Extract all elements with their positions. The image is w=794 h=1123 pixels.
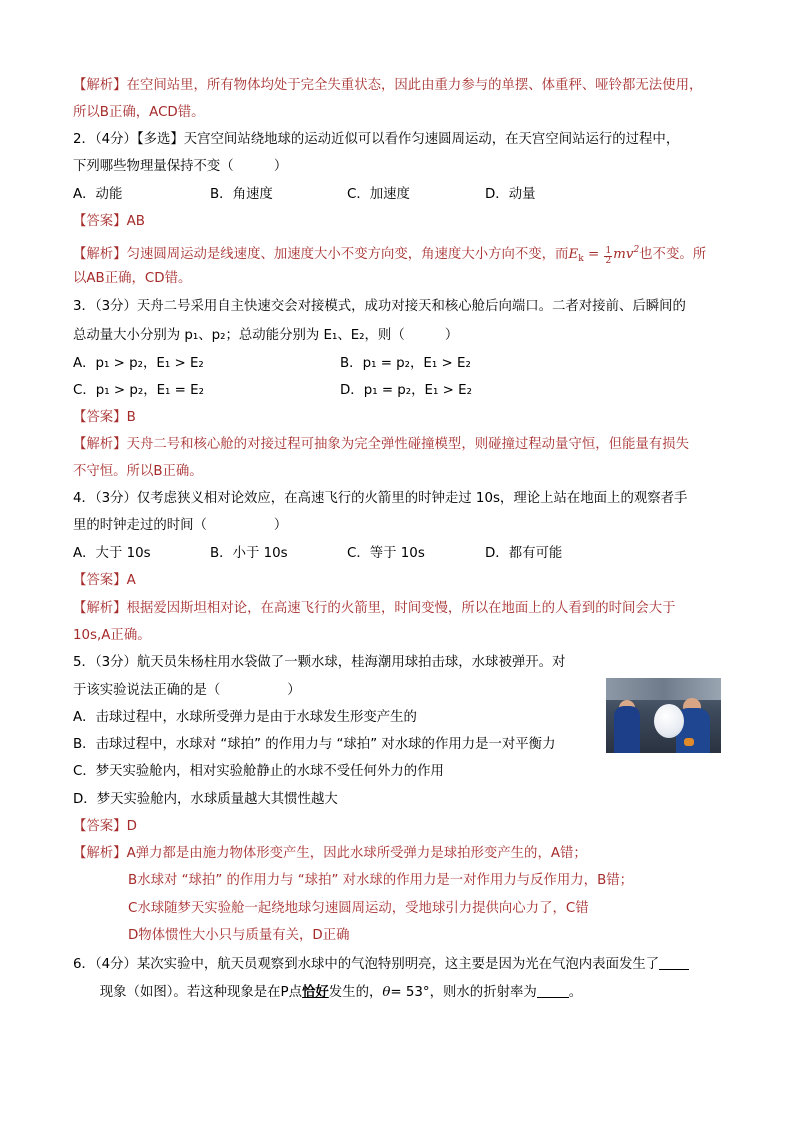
- q5-option-a: A．击球过程中，水球所受弹力是由于水球发生形变产生的: [73, 710, 417, 725]
- emphasis-exactly: 恰好: [302, 985, 329, 1000]
- q5-explanation-a: 【解析】A弹力都是由施力物体形变产生，因此水球所受弹力是球拍形变产生的，A错；: [73, 846, 587, 861]
- q3-explanation-line1: 【解析】天舟二号和核心舱的对接过程可抽象为完全弹性碰撞模型，则碰撞过程动量守恒，但能量有损失: [73, 437, 689, 452]
- q2-stem-line1: 2．（4分）【多选】天宫空间站绕地球的运动近似可以看作匀速圆周运动，在天宫空间站运行的过程中，: [73, 132, 680, 147]
- q5-explanation-b: B水球对 “球拍” 的作用力与 “球拍” 对水球的作用力是一对作用力与反作用力，B错；: [128, 873, 634, 888]
- q2-option-a: A．动能: [73, 187, 123, 202]
- q5-option-b: B．击球过程中，水球对 “球拍” 的作用力与 “球拍” 对水球的作用力是一对平衡力: [73, 737, 556, 752]
- explanation-tag: 【解析】: [73, 78, 127, 93]
- q2-answer: 【答案】AB: [73, 214, 145, 229]
- q1-explanation-line2: 所以B正确，ACD错。: [73, 105, 205, 120]
- q5-explanation-c: C水球随梦天实验舱一起绕地球匀速圆周运动，受地球引力提供向心力了，C错: [128, 901, 589, 916]
- q3-option-a: A．p₁ > p₂，E₁ > E₂: [73, 356, 204, 371]
- q4-option-a: A．大于 10s: [73, 546, 151, 561]
- q2-stem-line2: 下列哪些物理量保持不变（ ）: [73, 159, 288, 174]
- q5-stem-line2: 于该实验说法正确的是（ ）: [73, 683, 301, 698]
- q5-stem-line1: 5．（3分）航天员朱杨柱用水袋做了一颗水球，桂海潮用球拍击球，水球被弹开。对: [73, 655, 566, 670]
- q3-option-c: C．p₁ > p₂，E₁ = E₂: [73, 383, 204, 398]
- q2-explanation-line1: 【解析】匀速圆周运动是线速度、加速度大小不变方向变，角速度大小方向不变，而$E_k$ = $\frac{1}{2}$ $mv^2$也不变。所: [73, 245, 707, 266]
- q2-explanation-line2: 以AB正确，CD错。: [73, 271, 192, 286]
- q4-explanation-line2: 10s,A正确。: [73, 628, 151, 643]
- astronaut-water-ball-photo: [606, 678, 721, 753]
- q4-stem-line2: 里的时钟走过的时间（ ）: [73, 518, 288, 533]
- q3-option-d: D．p₁ = p₂，E₁ > E₂: [340, 383, 472, 398]
- q3-stem-line1: 3．（3分）天舟二号采用自主快速交会对接模式，成功对接天和核心舱后向端口。二者对接前、后瞬间的: [73, 299, 686, 314]
- q3-stem-line2: 总动量大小分别为 p₁、p₂；总动能分别为 E₁、E₂，则（ ）: [73, 328, 459, 343]
- q4-option-b: B．小于 10s: [210, 546, 288, 561]
- q2-option-b: B．角速度: [210, 187, 273, 202]
- q2-option-c: C．加速度: [347, 187, 410, 202]
- q6-stem-line2: 现象（如图）。若这种现象是在P点恰好发生的，θ= 53°，则水的折射率为 。: [99, 985, 583, 1000]
- kinetic-energy-formula: $E_k$ = $\frac{1}{2}$ $mv^2$: [568, 245, 640, 266]
- answer-blank-2[interactable]: [537, 983, 569, 998]
- q4-stem-line1: 4．（3分）仅考虑狭义相对论效应，在高速飞行的火箭里的时钟走过 10s，理论上站在地面上的观察者手: [73, 491, 688, 506]
- q2-option-d: D．动量: [485, 187, 536, 202]
- q3-answer: 【答案】B: [73, 410, 136, 425]
- q4-explanation-line1: 【解析】根据爱因斯坦相对论，在高速飞行的火箭里，时间变慢，所以在地面上的人看到的时间会大于: [73, 601, 676, 616]
- answer-blank-1[interactable]: [659, 955, 689, 970]
- q4-option-c: C．等于 10s: [347, 546, 425, 561]
- q1-explanation-line1: 【解析】在空间站里，所有物体均处于完全失重状态，因此由重力参与的单摆、体重秤、哑铃都无法使用，: [73, 78, 703, 93]
- q5-answer: 【答案】D: [73, 819, 137, 834]
- q5-option-c: C．梦天实验舱内，相对实验舱静止的水球不受任何外力的作用: [73, 764, 444, 779]
- q4-answer: 【答案】A: [73, 573, 136, 588]
- q4-option-d: D．都有可能: [485, 546, 563, 561]
- q3-explanation-line2: 不守恒。所以B正确。: [73, 464, 203, 479]
- q5-explanation-d: D物体惯性大小只与质量有关，D正确: [128, 928, 350, 943]
- q6-stem-line1: 6．（4分）某次实验中，航天员观察到水球中的气泡特别明亮，这主要是因为光在气泡内表面发生了: [73, 955, 689, 974]
- q5-option-d: D．梦天实验舱内，水球质量越大其惯性越大: [73, 792, 338, 807]
- q3-option-b: B．p₁ = p₂，E₁ > E₂: [340, 356, 471, 371]
